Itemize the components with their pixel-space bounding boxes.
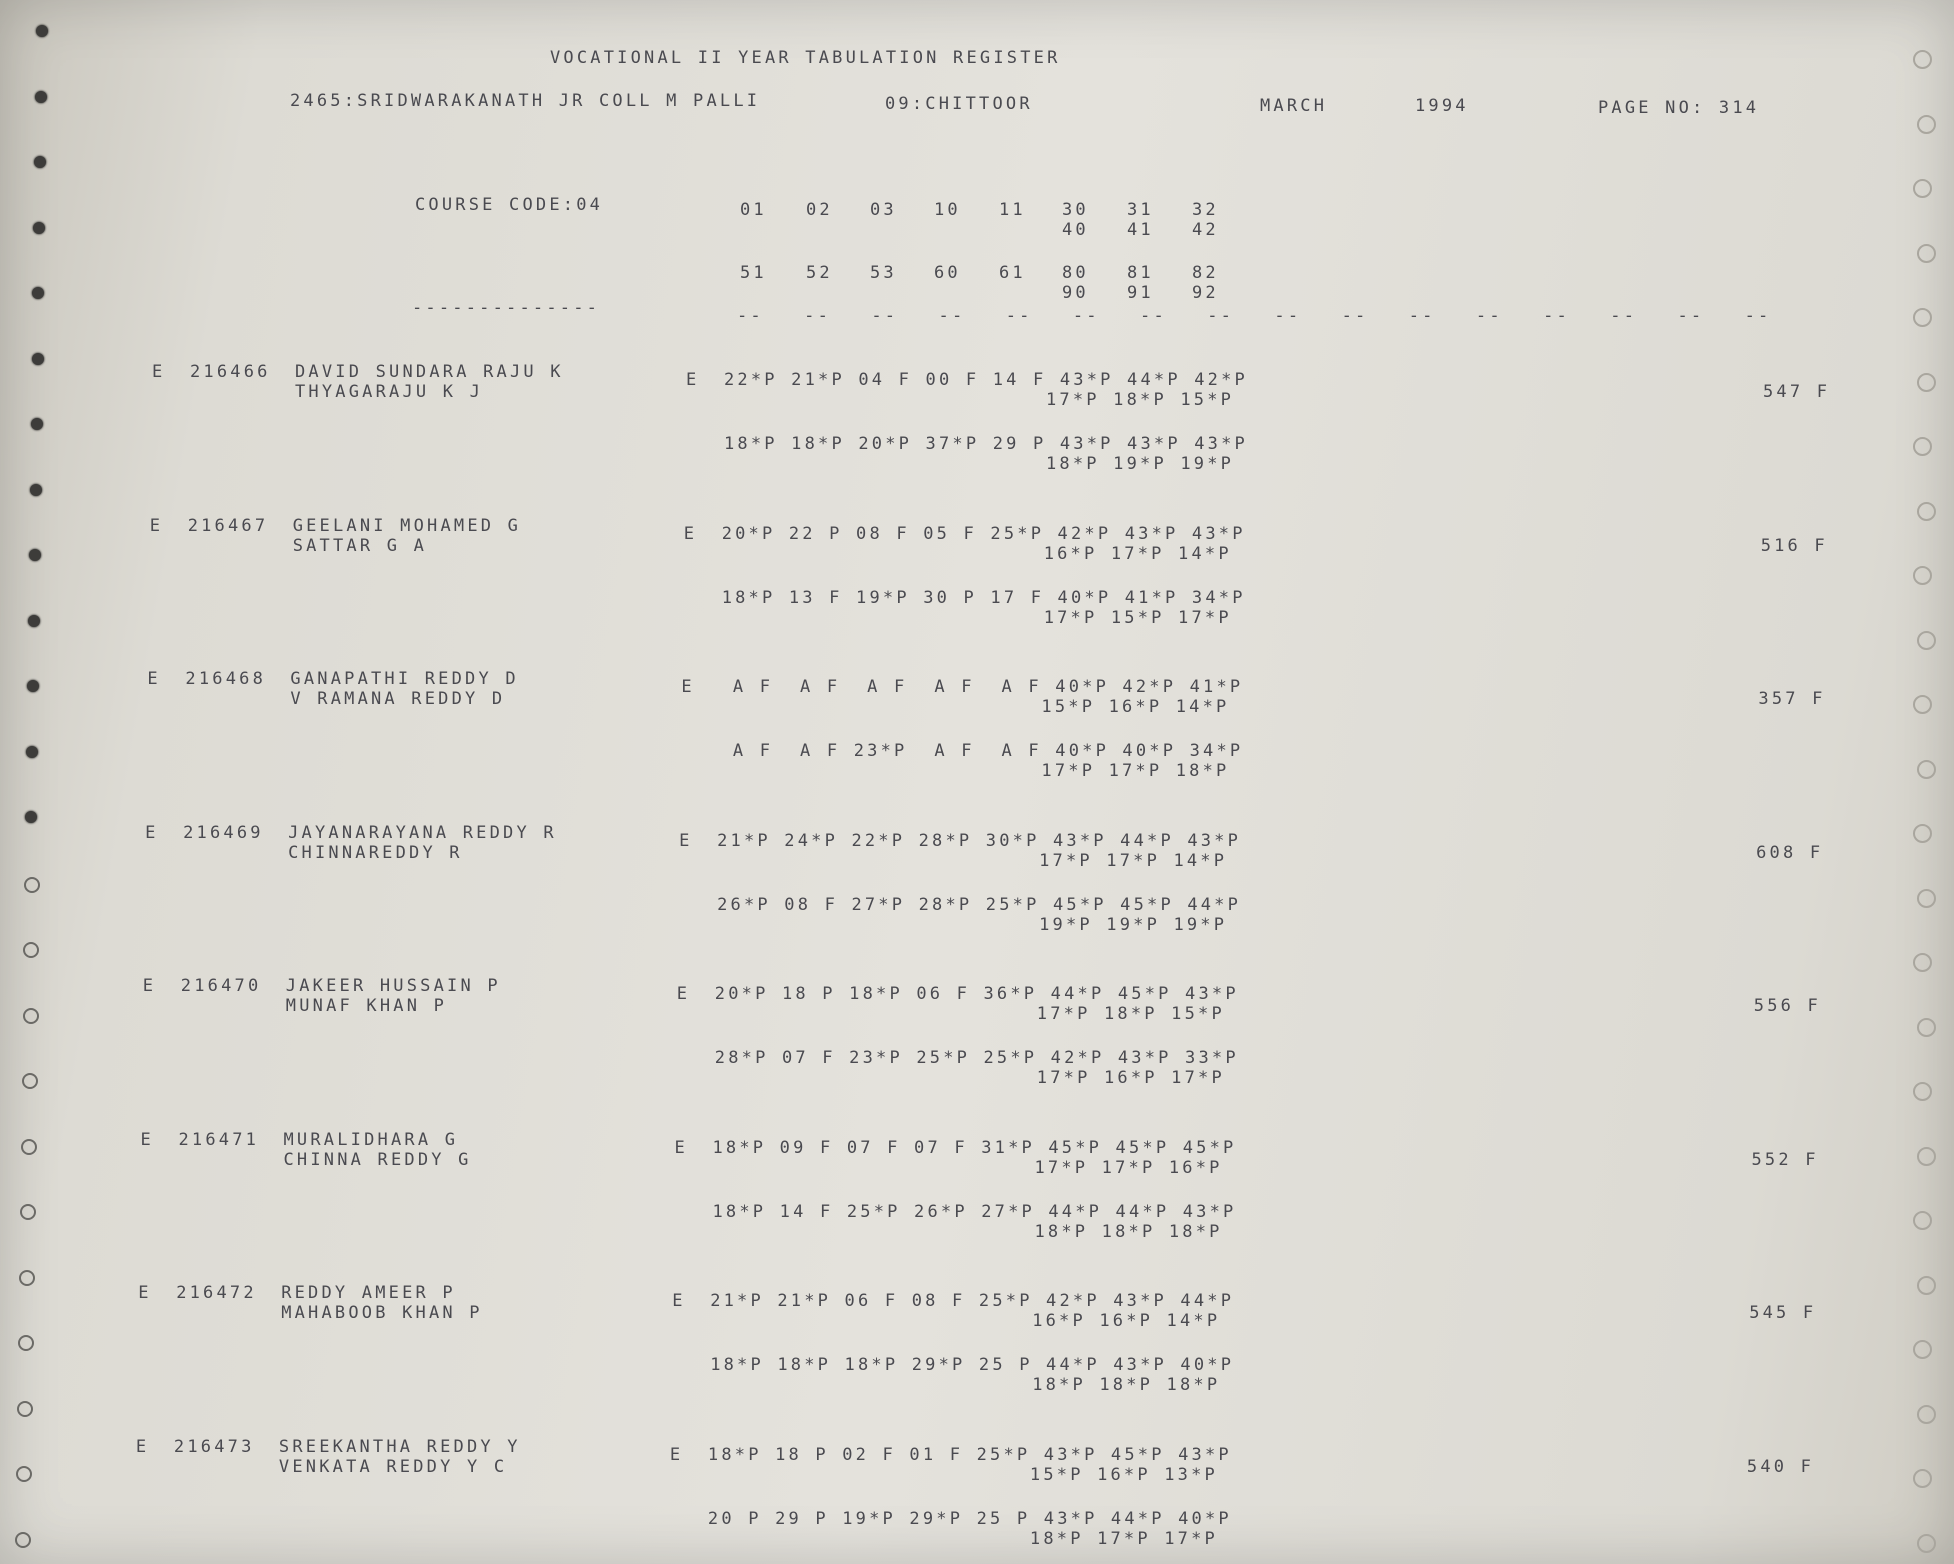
marks-row-1-secondary: 17*P 18*P 15*P: [1046, 390, 1235, 410]
binder-ring: [1917, 115, 1936, 134]
father-name: CHINNA REDDY G: [283, 1149, 472, 1170]
binder-ring: [1913, 695, 1932, 714]
total-result: 516 F: [1760, 535, 1828, 556]
binder-hole: [23, 942, 39, 958]
binder-ring: [1917, 760, 1936, 779]
total-result: 357 F: [1758, 689, 1826, 709]
marks-row-2-secondary: 18*P 19*P 19*P: [1046, 454, 1235, 474]
binder-hole: [23, 1008, 39, 1024]
subject-code: 81: [1127, 263, 1154, 283]
binder-ring: [1917, 1405, 1936, 1424]
binder-ring: [1917, 1147, 1936, 1166]
student-name: GEELANI MOHAMED G: [292, 515, 522, 536]
student-name: MURALIDHARA G: [283, 1129, 459, 1150]
marks-row-1: 18*P 18 P 02 F 01 F 25*P 43*P 45*P 43*P: [707, 1444, 1232, 1465]
binder-hole: [19, 1270, 35, 1286]
binder-ring: [1917, 631, 1936, 650]
student-name: SREEKANTHA REDDY Y: [278, 1436, 521, 1457]
record-flag: E: [142, 976, 157, 996]
subject-code: 11: [999, 200, 1026, 220]
page-number: PAGE NO: 314: [1598, 98, 1760, 118]
binder-ring: [1913, 824, 1932, 843]
binder-ring: [1917, 244, 1936, 263]
exam-type: E: [683, 523, 698, 544]
record-flag: E: [138, 1283, 152, 1303]
marks-row-2: 18*P 18*P 18*P 29*P 25 P 44*P 43*P 40*P: [710, 1355, 1235, 1375]
roll-number: 216469: [183, 822, 264, 843]
marks-row-2-secondary: 18*P 18*P 18*P: [1034, 1221, 1223, 1242]
exam-type: E: [669, 1444, 684, 1465]
register-title: VOCATIONAL II YEAR TABULATION REGISTER: [550, 48, 1061, 68]
binder-hole: [29, 549, 41, 561]
marks-row-1: 20*P 18 P 18*P 06 F 36*P 44*P 45*P 43*P: [714, 984, 1239, 1004]
total-result: 540 F: [1746, 1456, 1815, 1477]
marks-row-1-secondary: 15*P 16*P 14*P: [1041, 697, 1230, 717]
marks-row-2: 20 P 29 P 19*P 29*P 25 P 43*P 44*P 40*P: [707, 1508, 1232, 1529]
roll-number: 216472: [176, 1283, 257, 1303]
district-name: 09:CHITTOOR: [885, 94, 1033, 114]
binder-hole: [30, 484, 42, 496]
student-name: DAVID SUNDARA RAJU K: [295, 362, 564, 382]
marks-row-1-secondary: 15*P 16*P 13*P: [1029, 1464, 1218, 1485]
marks-row-2: 28*P 07 F 23*P 25*P 25*P 42*P 43*P 33*P: [714, 1048, 1239, 1068]
binder-hole: [27, 680, 39, 692]
student-name: JAKEER HUSSAIN P: [285, 976, 501, 996]
binder-hole: [21, 1139, 37, 1155]
marks-row-2-secondary: 19*P 19*P 19*P: [1039, 914, 1228, 935]
binder-hole: [18, 1335, 34, 1351]
father-name: CHINNAREDDY R: [288, 842, 463, 863]
father-name: MAHABOOB KHAN P: [281, 1303, 483, 1323]
marks-row-1: 22*P 21*P 04 F 00 F 14 F 43*P 44*P 42*P: [724, 370, 1248, 390]
subject-code: 51: [740, 263, 767, 283]
marks-row-1: A F A F A F A F A F 40*P 42*P 41*P: [719, 677, 1244, 697]
exam-type: E: [686, 370, 700, 390]
subject-code-secondary: 92: [1192, 283, 1219, 303]
binder-ring: [1917, 1276, 1936, 1295]
subject-code: 52: [806, 263, 833, 283]
course-code-underline: --------------: [412, 298, 601, 318]
binder-hole: [32, 287, 44, 299]
marks-row-2: 18*P 13 F 19*P 30 P 17 F 40*P 41*P 34*P: [721, 587, 1246, 608]
marks-row-2: A F A F 23*P A F A F 40*P 40*P 34*P: [719, 741, 1244, 761]
binder-ring: [1913, 308, 1932, 327]
record-flag: E: [145, 822, 159, 843]
exam-month: MARCH: [1260, 96, 1328, 116]
binder-hole: [36, 25, 48, 37]
binder-ring: [1917, 373, 1936, 392]
binder-hole: [31, 418, 43, 430]
binder-ring: [1917, 889, 1936, 908]
binder-hole: [16, 1466, 32, 1482]
subject-code: 80: [1062, 263, 1089, 283]
college-name: 2465:SRIDWARAKANATH JR COLL M PALLI: [290, 91, 761, 111]
student-name: REDDY AMEER P: [281, 1283, 456, 1303]
record-flag: E: [152, 362, 166, 382]
marks-row-1-secondary: 17*P 17*P 16*P: [1034, 1157, 1223, 1178]
marks-row-2: 18*P 18*P 20*P 37*P 29 P 43*P 43*P 43*P: [724, 434, 1248, 454]
binder-ring: [1917, 1534, 1936, 1553]
roll-number: 216468: [185, 669, 266, 689]
total-result: 556 F: [1753, 996, 1821, 1016]
subject-code: 53: [870, 263, 897, 283]
record-flag: E: [135, 1436, 150, 1457]
marks-row-1: 20*P 22 P 08 F 05 F 25*P 42*P 43*P 43*P: [721, 523, 1246, 544]
binder-ring: [1913, 437, 1932, 456]
roll-number: 216466: [190, 362, 271, 382]
binder-ring: [1913, 1340, 1932, 1359]
binder-hole: [32, 353, 44, 365]
marks-row-2-secondary: 17*P 15*P 17*P: [1043, 607, 1232, 628]
marks-row-1: 21*P 24*P 22*P 28*P 30*P 43*P 44*P 43*P: [717, 830, 1242, 851]
binder-hole: [35, 91, 47, 103]
exam-type: E: [672, 1291, 686, 1311]
column-dashes: -- -- -- -- -- -- -- -- -- -- -- -- -- -- -- --: [737, 306, 1772, 326]
total-result: 547 F: [1763, 382, 1831, 402]
subject-code: 82: [1192, 263, 1219, 283]
course-code-label: COURSE CODE:04: [415, 195, 604, 215]
binder-ring: [1913, 1211, 1932, 1230]
marks-row-2: 26*P 08 F 27*P 28*P 25*P 45*P 45*P 44*P: [717, 894, 1242, 915]
total-result: 608 F: [1756, 842, 1824, 863]
binder-ring: [1913, 566, 1932, 585]
roll-number: 216467: [187, 515, 269, 536]
exam-type: E: [679, 830, 693, 851]
binder-hole: [25, 811, 37, 823]
father-name: MUNAF KHAN P: [285, 996, 448, 1016]
marks-row-1-secondary: 17*P 17*P 14*P: [1039, 850, 1228, 871]
marks-row-2-secondary: 17*P 17*P 18*P: [1041, 761, 1230, 781]
subject-code: 10: [934, 200, 961, 220]
subject-code-secondary: 40: [1062, 220, 1089, 240]
subject-code: 61: [999, 263, 1026, 283]
binder-hole: [28, 615, 40, 627]
total-result: 545 F: [1749, 1303, 1817, 1323]
binder-ring: [1917, 1018, 1936, 1037]
binder-hole: [24, 877, 40, 893]
subject-code: 03: [870, 200, 897, 220]
subject-code: 30: [1062, 200, 1089, 220]
marks-row-2: 18*P 14 F 25*P 26*P 27*P 44*P 44*P 43*P: [712, 1201, 1237, 1222]
subject-code: 01: [740, 200, 767, 220]
binder-ring: [1917, 502, 1936, 521]
binder-hole: [15, 1532, 31, 1548]
student-name: GANAPATHI REDDY D: [290, 669, 519, 689]
marks-row-1-secondary: 16*P 17*P 14*P: [1043, 543, 1232, 564]
binder-hole: [34, 156, 46, 168]
marks-row-1-secondary: 16*P 16*P 14*P: [1032, 1311, 1221, 1331]
record-flag: E: [147, 669, 161, 689]
binder-ring: [1913, 1082, 1932, 1101]
subject-code: 31: [1127, 200, 1154, 220]
subject-code: 02: [806, 200, 833, 220]
record-flag: E: [140, 1129, 154, 1150]
subject-code-secondary: 91: [1127, 283, 1154, 303]
marks-row-2-secondary: 18*P 17*P 17*P: [1029, 1528, 1218, 1549]
binder-hole: [22, 1073, 38, 1089]
binder-hole: [17, 1401, 33, 1417]
marks-row-2-secondary: 17*P 16*P 17*P: [1036, 1068, 1225, 1088]
record-flag: E: [149, 515, 164, 536]
father-name: VENKATA REDDY Y C: [278, 1456, 508, 1477]
roll-number: 216470: [180, 976, 262, 996]
binder-hole: [26, 746, 38, 758]
marks-row-2-secondary: 18*P 18*P 18*P: [1032, 1375, 1221, 1395]
exam-type: E: [676, 984, 691, 1004]
father-name: V RAMANA REDDY D: [290, 689, 506, 709]
marks-row-1: 18*P 09 F 07 F 07 F 31*P 45*P 45*P 45*P: [712, 1137, 1237, 1158]
roll-number: 216471: [178, 1129, 260, 1150]
binder-hole: [33, 222, 45, 234]
binder-hole: [20, 1204, 36, 1220]
binder-ring: [1913, 953, 1932, 972]
subject-code-secondary: 41: [1127, 220, 1154, 240]
total-result: 552 F: [1751, 1149, 1819, 1170]
subject-code-secondary: 42: [1192, 220, 1219, 240]
subject-code: 60: [934, 263, 961, 283]
father-name: THYAGARAJU K J: [295, 382, 484, 402]
marks-row-1: 21*P 21*P 06 F 08 F 25*P 42*P 43*P 44*P: [710, 1291, 1235, 1311]
binder-ring: [1913, 179, 1932, 198]
exam-type: E: [681, 677, 695, 697]
father-name: SATTAR G A: [292, 535, 428, 556]
exam-year: 1994: [1415, 96, 1469, 116]
exam-type: E: [674, 1137, 688, 1158]
binder-ring: [1913, 50, 1932, 69]
student-name: JAYANARAYANA REDDY R: [288, 822, 557, 843]
roll-number: 216473: [173, 1436, 255, 1457]
binder-ring: [1913, 1469, 1932, 1488]
subject-code-secondary: 90: [1062, 283, 1089, 303]
marks-row-1-secondary: 17*P 18*P 15*P: [1036, 1004, 1225, 1024]
subject-code: 32: [1192, 200, 1219, 220]
